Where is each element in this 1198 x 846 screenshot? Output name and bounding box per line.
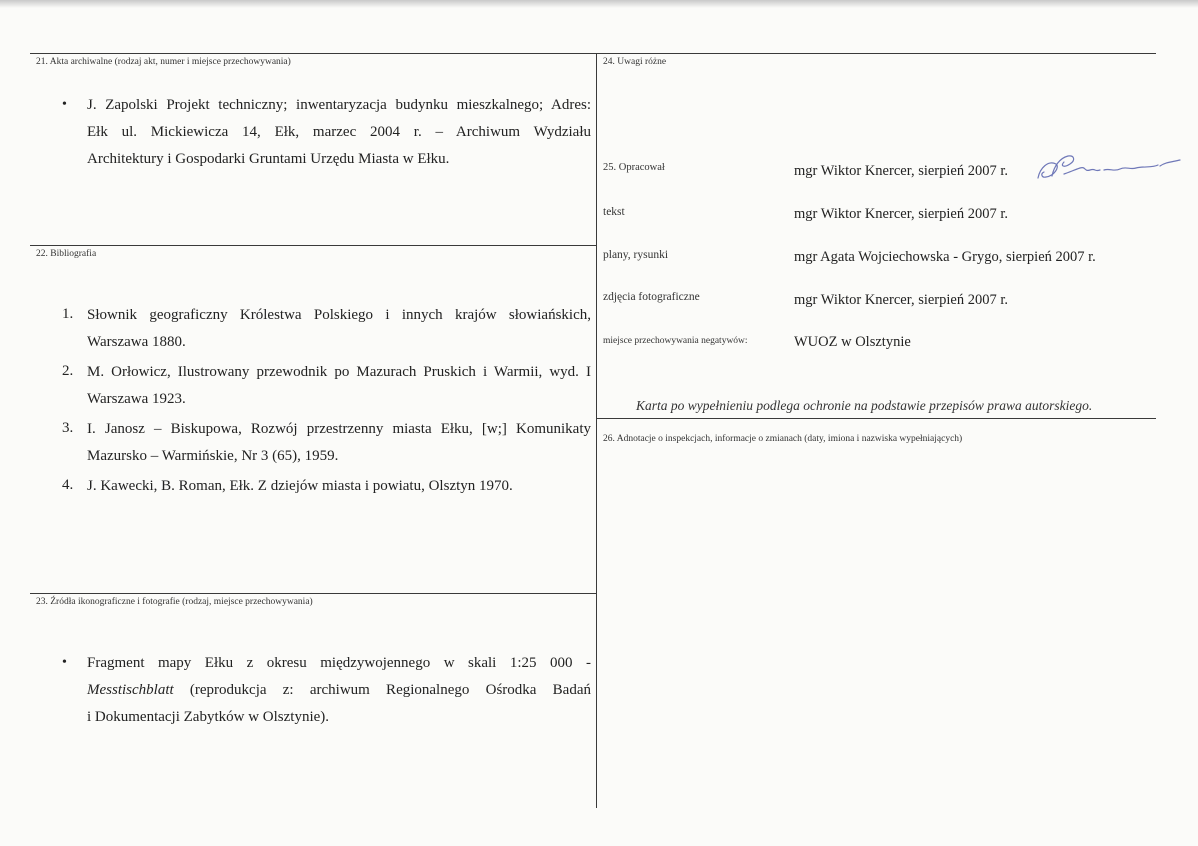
bib-item-2-line-2: Warszawa 1923. (87, 391, 186, 407)
section-23-line-1: Fragment mapy Ełku z okresu międzywojennego w skali 1:25 000 - (87, 655, 591, 671)
bib-item-3-line-1: I. Janosz – Biskupowa, Rozwój przestrzenny miasta Ełku, [w;] Komunikaty (87, 421, 591, 437)
rule-section-26 (596, 418, 1156, 419)
negatives-location-label: miejsce przechowywania negatywów: (603, 336, 748, 346)
photos-label: zdjęcia fotograficzne (603, 291, 700, 303)
bib-num-4: 4. (62, 477, 74, 493)
section-21-title: 21. Akta archiwalne (rodzaj akt, numer i miejsce przechowywania) (36, 57, 291, 67)
top-rule (30, 53, 1156, 54)
bib-item-4 (87, 473, 591, 500)
section-26-title: 26. Adnotacje o inspekcjach, informacje o zmianach (daty, imiona i nazwiska wypełniających) (603, 434, 963, 444)
copyright-note: Karta po wypełnieniu podlega ochronie na podstawie przepisów prawa autorskiego. (636, 398, 1093, 413)
bib-item-3 (87, 416, 591, 470)
rule-section-22 (30, 245, 597, 246)
bib-item-2 (87, 359, 591, 413)
section-23-text (87, 650, 591, 731)
negatives-location-value: WUOZ w Olsztynie (794, 334, 911, 350)
section-23-title: 23. Źródła ikonograficzne i fotografie (rodzaj, miejsce przechowywania) (36, 597, 313, 607)
bib-item-1 (87, 302, 591, 356)
bib-num-1: 1. (62, 306, 74, 322)
signature (1034, 150, 1184, 186)
bib-item-1-line-1: Słownik geograficzny Królestwa Polskiego i innych krajów słowiańskich, (87, 307, 591, 323)
bib-item-1-line-2: Warszawa 1880. (87, 334, 186, 350)
bib-item-2-line-1: M. Orłowicz, Ilustrowany przewodnik po Mazurach Pruskich i Warmii, wyd. I (87, 364, 591, 380)
section-21-line-1: J. Zapolski Projekt techniczny; inwentaryzacja budynku mieszkalnego; Adres: (87, 97, 591, 113)
bib-num-2: 2. (62, 363, 74, 379)
photos-value: mgr Wiktor Knercer, sierpień 2007 r. (794, 292, 1008, 308)
bib-item-4-line-1: J. Kawecki, B. Roman, Ełk. Z dziejów miasta i powiatu, Olsztyn 1970. (87, 478, 513, 494)
plans-drawings-value: mgr Agata Wojciechowska - Grygo, sierpień 2007 r. (794, 249, 1096, 265)
section-21-line-2: Ełk ul. Mickiewicza 14, Ełk, marzec 2004 r. – Archiwum Wydziału (87, 124, 591, 140)
section-23-line-3: i Dokumentacji Zabytków w Olsztynie). (87, 709, 330, 725)
column-divider (596, 53, 597, 808)
rule-section-23 (30, 593, 597, 594)
prepared-by-label: 25. Opracował (603, 162, 665, 173)
text-value: mgr Wiktor Knercer, sierpień 2007 r. (794, 206, 1008, 222)
section-21-text (87, 92, 591, 173)
section-21-line-3: Architektury i Gospodarki Gruntami Urzędu Miasta w Ełku. (87, 151, 450, 167)
bib-num-3: 3. (62, 420, 74, 436)
section-23-line-2-rest: (reprodukcja z: archiwum Regionalnego Ośrodka Badań (173, 682, 591, 698)
section-21-bullet: • (62, 97, 67, 112)
section-22-title: 22. Bibliografia (36, 249, 97, 259)
bib-item-3-line-2: Mazursko – Warmińskie, Nr 3 (65), 1959. (87, 448, 339, 464)
plans-drawings-label: plany, rysunki (603, 249, 669, 261)
text-label: tekst (603, 206, 625, 218)
section-24-title: 24. Uwagi różne (603, 57, 667, 67)
section-23-bullet: • (62, 655, 67, 670)
scan-edge (0, 0, 1198, 8)
section-23-line-2 (87, 677, 591, 704)
prepared-by-value: mgr Wiktor Knercer, sierpień 2007 r. (794, 163, 1008, 179)
section-23-italic-term: Messtischblatt (87, 682, 174, 698)
